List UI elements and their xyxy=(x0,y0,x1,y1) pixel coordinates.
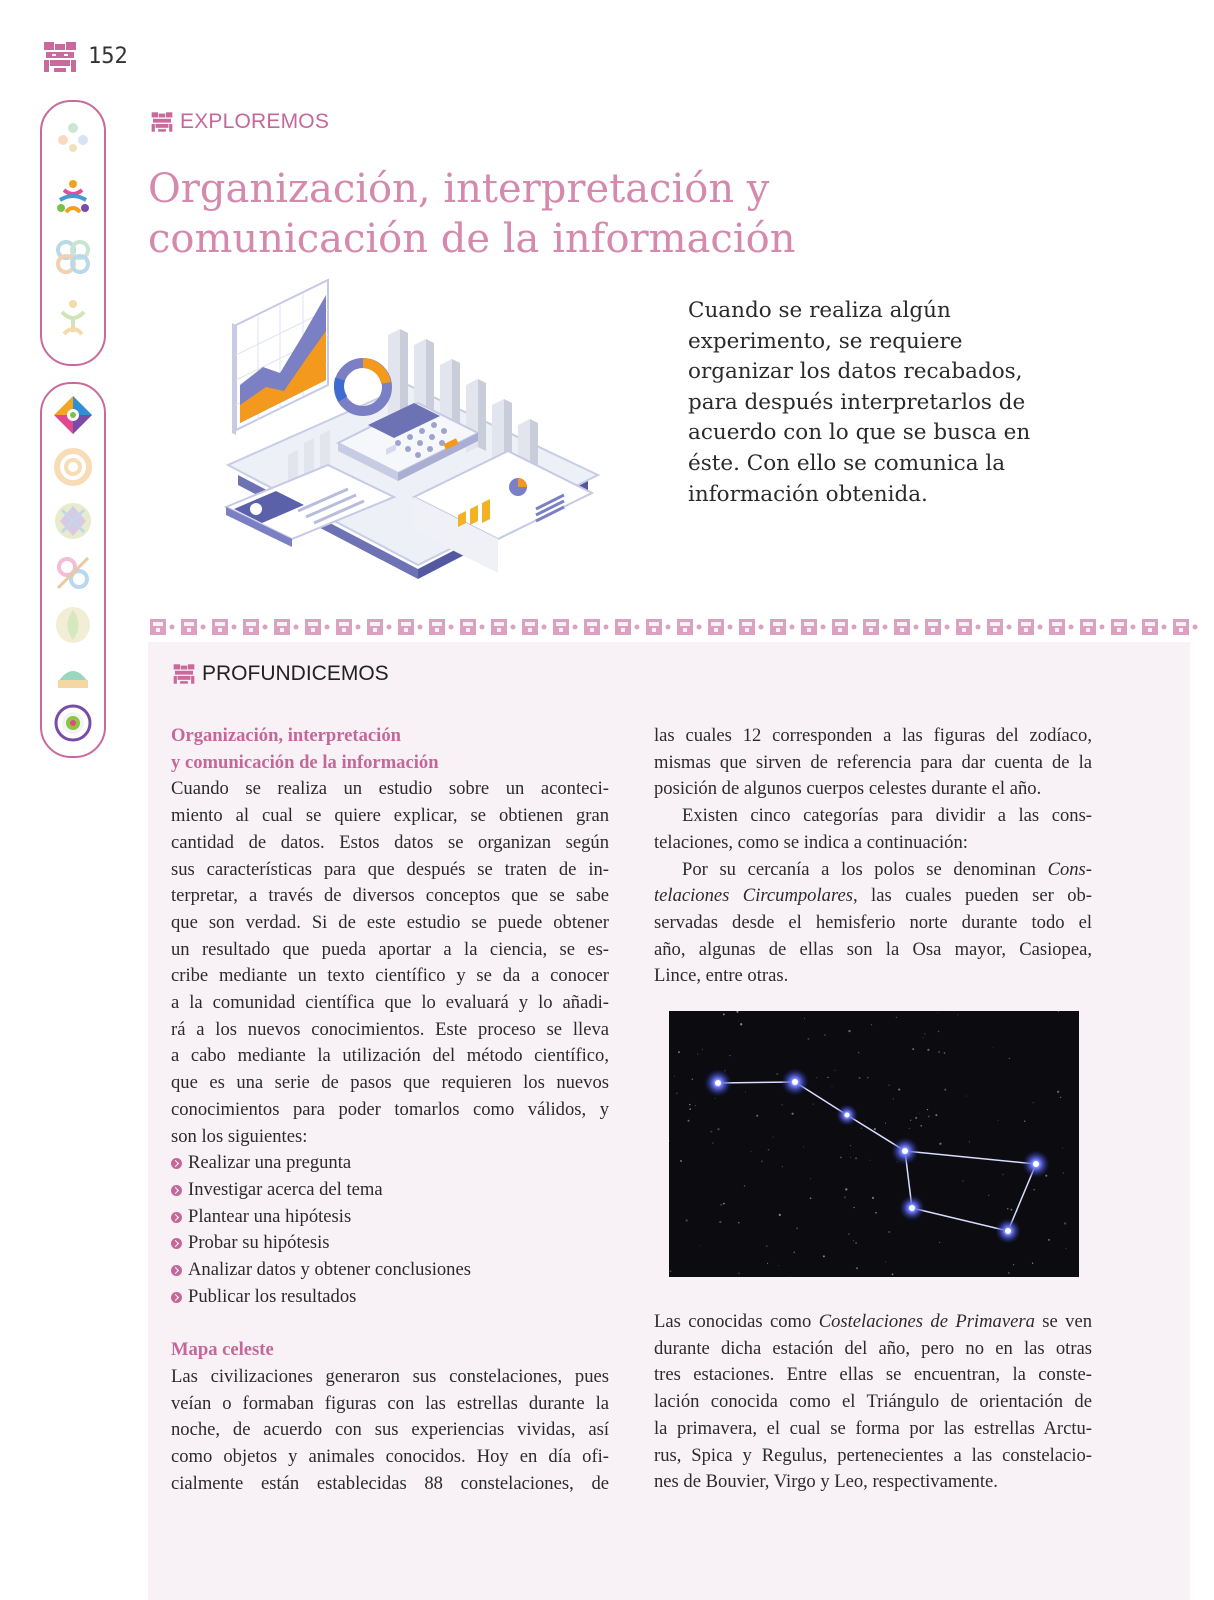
background-star xyxy=(1009,1058,1010,1059)
background-star xyxy=(923,1037,924,1038)
background-star xyxy=(1062,1147,1063,1148)
list-item: Realizar una pregunta xyxy=(171,1150,609,1177)
list-item: Plantear una hipótesis xyxy=(171,1204,609,1231)
background-star xyxy=(723,1013,725,1015)
background-star xyxy=(816,1077,817,1078)
background-star xyxy=(938,1031,940,1033)
background-star xyxy=(875,1212,877,1214)
background-star xyxy=(766,1245,768,1247)
background-star xyxy=(1034,1189,1035,1190)
background-star xyxy=(848,1233,850,1235)
background-star xyxy=(888,1085,889,1086)
body-line: que son verdad. Si de este estudio se puede obtener xyxy=(171,911,609,933)
background-star xyxy=(865,1121,866,1122)
bullet-icon xyxy=(171,1238,182,1249)
body-line: cribe mediante un texto científico y se da a conocer xyxy=(171,965,609,987)
background-star xyxy=(803,1146,804,1147)
background-star xyxy=(1013,1264,1014,1265)
background-star xyxy=(807,1038,809,1040)
bullet-icon xyxy=(171,1185,182,1196)
background-star xyxy=(700,1245,701,1246)
body-line: telaciones Circumpolares, las cuales pueden ser ob- xyxy=(654,885,1092,907)
background-star xyxy=(1002,1174,1004,1176)
body-line: Por su cercanía a los polos se denominan Cons- xyxy=(682,858,1092,880)
body-line: miento al cual se quiere explicar, se obtienen gran xyxy=(171,805,609,827)
background-star xyxy=(676,1093,678,1095)
body-line: durante dicha estación del año, pero no en las otras xyxy=(654,1337,1092,1359)
background-star xyxy=(744,1185,745,1186)
background-star xyxy=(745,1091,746,1092)
background-star xyxy=(848,1030,850,1032)
background-star xyxy=(686,1219,688,1221)
eje-igualdad-genero-icon[interactable] xyxy=(52,552,94,594)
background-star xyxy=(888,1231,890,1233)
background-star xyxy=(924,1033,925,1034)
background-star xyxy=(793,1252,795,1254)
eje-vida-saludable-icon[interactable] xyxy=(52,604,94,646)
background-star xyxy=(944,1052,946,1054)
background-star xyxy=(1033,1102,1034,1103)
intro-line: acuerdo con lo que se busca en xyxy=(688,420,1031,446)
body-line: año, algunas de ellas son la Osa mayor, Casiopea, xyxy=(654,938,1092,960)
background-star xyxy=(915,1117,917,1119)
intro-line: éste. Con ello se comunica la xyxy=(688,450,1006,476)
background-star xyxy=(850,1157,851,1158)
background-star xyxy=(768,1149,770,1151)
eje-interculturalidad-icon[interactable] xyxy=(52,500,94,542)
nav-rail-ejes xyxy=(40,382,106,758)
background-star xyxy=(756,1115,758,1117)
background-star xyxy=(738,1222,740,1224)
etica-campo-icon[interactable] xyxy=(52,236,94,278)
body-line: Cuando se realiza un estudio sobre un aconteci- xyxy=(171,778,609,800)
body-line: cialmente están establecidas 88 constelaciones, de xyxy=(171,1472,609,1494)
background-star xyxy=(909,1128,910,1129)
background-star xyxy=(761,1161,763,1163)
body-line: noche, de acuerdo con sus experiencias vividas, así xyxy=(171,1419,609,1441)
background-star xyxy=(695,1105,696,1106)
background-star xyxy=(910,1120,911,1121)
background-star xyxy=(944,1089,946,1091)
background-star xyxy=(738,1272,740,1274)
background-star xyxy=(874,1128,876,1130)
eje-artes-icon[interactable] xyxy=(52,702,94,744)
body-line: Las civilizaciones generaron sus constelaciones, pues xyxy=(171,1365,609,1387)
background-star xyxy=(823,1255,825,1257)
body-line: como objetos y animales conocidos. Hoy en día ofi- xyxy=(171,1445,609,1467)
background-star xyxy=(1048,1239,1050,1241)
subheading: Organización, interpretación xyxy=(171,725,401,746)
background-star xyxy=(1057,1091,1059,1093)
background-star xyxy=(692,1079,694,1081)
background-star xyxy=(927,1109,928,1110)
background-star xyxy=(853,1240,855,1242)
background-star xyxy=(937,1013,938,1014)
background-star xyxy=(844,1196,846,1198)
background-star xyxy=(896,1017,897,1018)
background-star xyxy=(810,1197,812,1199)
body-line: lación conocida como el Triángulo de orientación de xyxy=(654,1391,1092,1413)
background-star xyxy=(680,1160,682,1162)
background-star xyxy=(1008,1272,1010,1274)
glyph-mask-icon xyxy=(42,40,78,74)
section-tag-profundicemos xyxy=(172,662,389,686)
bullet-icon xyxy=(171,1265,182,1276)
background-star xyxy=(827,1077,828,1078)
background-star xyxy=(928,1115,930,1117)
background-star xyxy=(813,1104,814,1105)
background-star xyxy=(840,1156,842,1158)
background-star xyxy=(927,1049,929,1051)
background-star xyxy=(1064,1222,1066,1224)
background-star xyxy=(939,1143,941,1145)
background-star xyxy=(717,1128,719,1130)
background-star xyxy=(782,1166,783,1167)
background-star xyxy=(689,1108,691,1110)
bullet-icon xyxy=(171,1292,182,1303)
body-line: terpretar, a través de diversos conceptos que se sabe xyxy=(171,885,609,907)
body-line: cantidad de datos. Estos datos se organizan según xyxy=(171,831,609,853)
list-item: Analizar datos y obtener conclusiones xyxy=(171,1257,609,1284)
background-star xyxy=(856,1267,858,1269)
section-label: EXPLOREMOS xyxy=(180,110,330,133)
body-line: que es una serie de pasos que requieren los nuevos xyxy=(171,1072,609,1094)
subheading: y comunicación de la información xyxy=(171,751,439,773)
background-star xyxy=(810,1178,811,1179)
background-star xyxy=(750,1151,751,1152)
bullet-icon xyxy=(171,1212,182,1223)
background-star xyxy=(674,1076,675,1077)
body-line: Las conocidas como Costelaciones de Primavera se ven xyxy=(654,1311,1092,1332)
background-star xyxy=(938,1051,940,1053)
body-line: rus, Spica y Regulus, pertenecientes a las constelacio- xyxy=(654,1444,1092,1466)
background-star xyxy=(872,1197,874,1199)
background-star xyxy=(776,1073,778,1075)
background-star xyxy=(1060,1097,1062,1099)
background-star xyxy=(670,1270,672,1272)
background-star xyxy=(738,1020,739,1021)
background-star xyxy=(782,1104,783,1105)
page-number: 152 xyxy=(88,44,128,69)
subheading: Mapa celeste xyxy=(171,1339,274,1361)
background-star xyxy=(855,1157,857,1159)
background-star xyxy=(858,1052,860,1054)
body-line: a cabo mediante la utilización del método científico, xyxy=(171,1045,609,1067)
background-star xyxy=(898,1089,900,1091)
background-star xyxy=(871,1024,872,1025)
background-star xyxy=(678,1051,680,1053)
intro-line: información obtenida. xyxy=(688,481,928,507)
background-star xyxy=(779,1214,781,1216)
background-star xyxy=(1063,1172,1064,1173)
intro-line: para después interpretarlos de xyxy=(688,389,1026,415)
title-line: comunicación de la información xyxy=(148,216,796,262)
background-star xyxy=(845,1188,847,1190)
background-star xyxy=(867,1077,868,1078)
list-item: Publicar los resultados xyxy=(171,1284,609,1311)
background-star xyxy=(778,1265,779,1266)
background-star xyxy=(885,1123,886,1124)
body-line: a la comunidad científica que lo evaluará y lo añadi- xyxy=(171,992,609,1014)
background-star xyxy=(1010,1209,1012,1211)
background-star xyxy=(912,1048,914,1050)
background-star xyxy=(791,1113,793,1115)
background-star xyxy=(796,1228,798,1230)
background-star xyxy=(702,1049,703,1050)
background-star xyxy=(720,1204,722,1206)
background-star xyxy=(804,1018,805,1019)
background-star xyxy=(966,1096,967,1097)
background-star xyxy=(885,1261,886,1262)
background-star xyxy=(832,1086,833,1087)
body-line: son los siguientes: xyxy=(171,1125,308,1147)
intro-line: experimento, se requiere xyxy=(688,328,963,354)
eje-pensamiento-critico-icon[interactable] xyxy=(52,446,94,488)
eje-lectura-icon[interactable] xyxy=(52,656,94,698)
body-line: Existen cinco categorías para dividir a las cons- xyxy=(682,805,1092,827)
body-line: posición de algunos cuerpos celestes durante el año. xyxy=(654,778,1042,800)
background-star xyxy=(1024,1120,1025,1121)
background-star xyxy=(993,1047,994,1048)
body-line: rá a los nuevos conocimientos. Este proceso se lleva xyxy=(171,1018,609,1040)
background-star xyxy=(688,1120,690,1122)
background-star xyxy=(861,1128,862,1129)
background-star xyxy=(712,1142,713,1143)
humano-campo-icon[interactable] xyxy=(52,296,94,338)
background-star xyxy=(834,1070,835,1071)
background-star xyxy=(719,1221,721,1223)
background-star xyxy=(919,1113,920,1114)
background-star xyxy=(773,1137,774,1138)
background-star xyxy=(855,1242,857,1244)
background-star xyxy=(957,1014,958,1015)
glyph-mask-icon xyxy=(172,663,196,685)
body-line: servadas desde el hemisferio norte durante todo el xyxy=(654,911,1092,933)
background-star xyxy=(824,1034,826,1036)
body-line: mismas que sirven de referencia para dar cuenta de la xyxy=(654,751,1092,773)
body-line: la primavera, el cual se forma por las estrellas Arctu- xyxy=(654,1417,1092,1439)
background-star xyxy=(935,1114,937,1116)
background-star xyxy=(710,1131,712,1133)
nav-rail-campos xyxy=(40,100,106,366)
background-star xyxy=(740,1023,742,1025)
background-star xyxy=(859,1077,861,1079)
list-item: Investigar acerca del tema xyxy=(171,1177,609,1204)
body-line: nes de Bouvier, Virgo y Leo, respectivamente. xyxy=(654,1471,998,1493)
section-label: PROFUNDICEMOS xyxy=(202,662,389,685)
background-star xyxy=(715,1098,716,1099)
body-line: las cuales 12 corresponden a las figuras del zodíaco, xyxy=(654,725,1092,746)
glyph-mask-icon xyxy=(150,111,174,133)
lenguajes-campo-icon[interactable] xyxy=(52,116,94,158)
background-star xyxy=(1007,1208,1009,1210)
body-line: conocimientos para poder tomarlos como válidos, y xyxy=(171,1098,609,1120)
background-star xyxy=(1065,1248,1066,1249)
body-line: telaciones, como se indica a continuación: xyxy=(654,831,968,853)
background-star xyxy=(892,1273,894,1275)
intro-line: organizar los datos recabados, xyxy=(688,359,1023,385)
constellation-photo xyxy=(669,1011,1079,1277)
eje-inclusion-icon[interactable] xyxy=(52,394,94,436)
background-star xyxy=(962,1180,963,1181)
background-star xyxy=(988,1195,989,1196)
intro-line: Cuando se realiza algún xyxy=(688,298,951,323)
background-star xyxy=(789,1276,790,1277)
background-star xyxy=(1032,1262,1033,1263)
right-column-bottom xyxy=(654,1309,1092,1496)
intro-paragraph xyxy=(688,296,1088,510)
saberes-campo-icon[interactable] xyxy=(52,176,94,218)
background-star xyxy=(893,1098,894,1099)
background-star xyxy=(723,1203,725,1205)
background-star xyxy=(870,1160,871,1161)
background-star xyxy=(689,1104,690,1105)
left-column xyxy=(171,723,609,1497)
background-star xyxy=(850,1145,851,1146)
background-star xyxy=(1045,1175,1047,1177)
title-line: Organización, interpretación y xyxy=(148,166,770,212)
body-line: sus características para que después se traten de in- xyxy=(171,858,609,880)
data-analysis-illustration xyxy=(218,275,604,595)
right-column xyxy=(654,723,1092,990)
body-line: Lince, entre otras. xyxy=(654,965,789,987)
body-line: tres estaciones. Entre ellas se encuentran, la conste- xyxy=(654,1364,1092,1386)
bullet-icon xyxy=(171,1158,182,1169)
background-star xyxy=(939,1242,940,1243)
background-star xyxy=(767,1263,768,1264)
background-star xyxy=(969,1141,970,1142)
section-tag-exploremos xyxy=(150,110,329,134)
body-line: veían o formaban figuras con las estrellas durante la xyxy=(171,1392,609,1414)
body-line: un resultado que pueda aportar a la ciencia, se es- xyxy=(171,938,609,960)
background-star xyxy=(729,1055,730,1056)
background-star xyxy=(697,1054,698,1055)
list-item: Probar su hipótesis xyxy=(171,1230,609,1257)
background-star xyxy=(920,1125,922,1127)
decorative-border xyxy=(148,615,1198,639)
page-title xyxy=(148,164,908,264)
background-star xyxy=(998,1120,999,1121)
background-star xyxy=(853,1207,854,1208)
